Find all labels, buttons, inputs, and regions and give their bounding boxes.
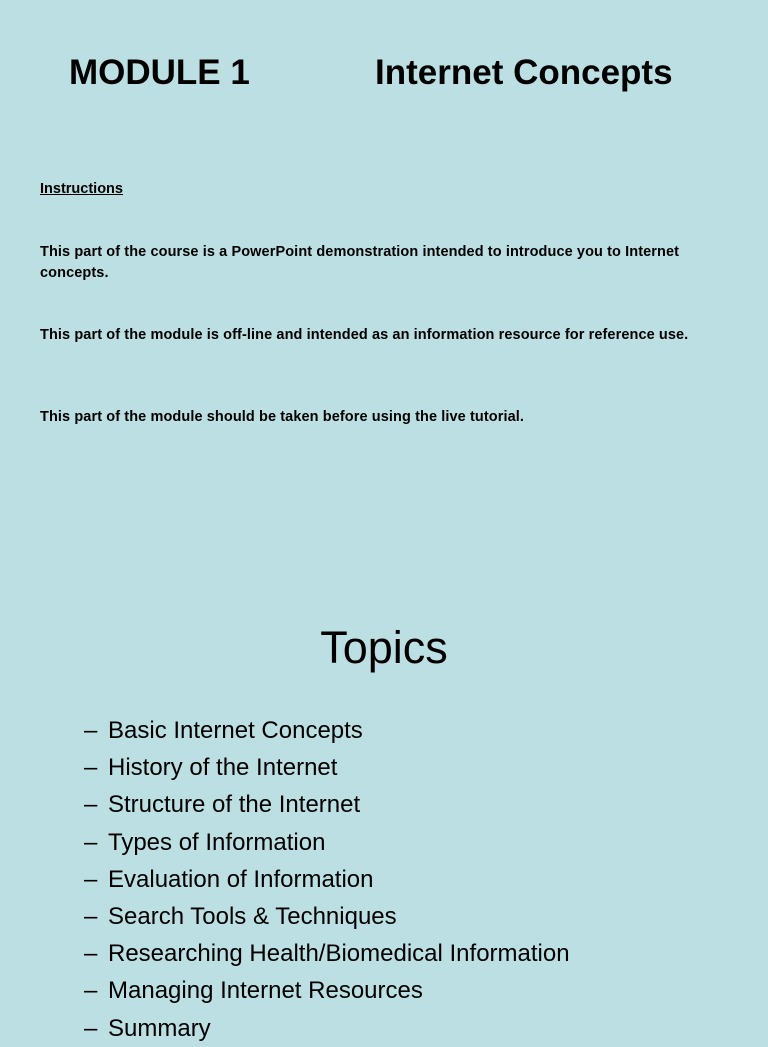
dash-bullet-icon: – [84, 977, 98, 1005]
topic-label: Evaluation of Information [108, 865, 374, 893]
dash-bullet-icon: – [84, 791, 98, 819]
dash-bullet-icon: – [84, 754, 98, 782]
topic-item [84, 935, 570, 972]
topic-label: Structure of the Internet [108, 791, 361, 819]
topic-label: Types of Information [108, 828, 326, 856]
dash-bullet-icon: – [84, 828, 98, 856]
topic-item [84, 824, 570, 861]
topic-label: Search Tools & Techniques [108, 902, 397, 930]
instructions-heading: Instructions [40, 181, 123, 197]
topic-label: Managing Internet Resources [108, 977, 423, 1005]
topic-item [84, 972, 570, 1009]
topic-item [84, 898, 570, 935]
topic-label: Summary [108, 1014, 211, 1042]
dash-bullet-icon: – [84, 940, 98, 968]
module-subject-title: Internet Concepts [375, 53, 673, 92]
slide-topics [0, 540, 768, 1042]
topic-label: Researching Health/Biomedical Information [108, 940, 570, 968]
dash-bullet-icon: – [84, 1014, 98, 1042]
topic-item [84, 861, 570, 898]
topic-label: Basic Internet Concepts [108, 717, 363, 744]
topics-title: Topics [320, 622, 448, 673]
topic-label: History of the Internet [108, 754, 338, 782]
module-title: MODULE 1 [69, 53, 250, 92]
topic-item [84, 786, 570, 823]
dash-bullet-icon: – [84, 902, 98, 930]
instruction-paragraph: This part of the module should be taken before using the live tutorial. [40, 409, 525, 425]
topic-item [84, 749, 570, 786]
topic-item [84, 712, 570, 749]
dash-bullet-icon: – [84, 717, 98, 744]
instruction-paragraph: This part of the course is a PowerPoint demonstration intended to introduce you to Internet concepts. [40, 244, 680, 281]
dash-bullet-icon: – [84, 865, 98, 893]
instruction-paragraph: This part of the module is off-line and intended as an information resource for reference use. [40, 327, 689, 343]
topic-item [84, 1010, 570, 1047]
topic-list [84, 712, 570, 1047]
